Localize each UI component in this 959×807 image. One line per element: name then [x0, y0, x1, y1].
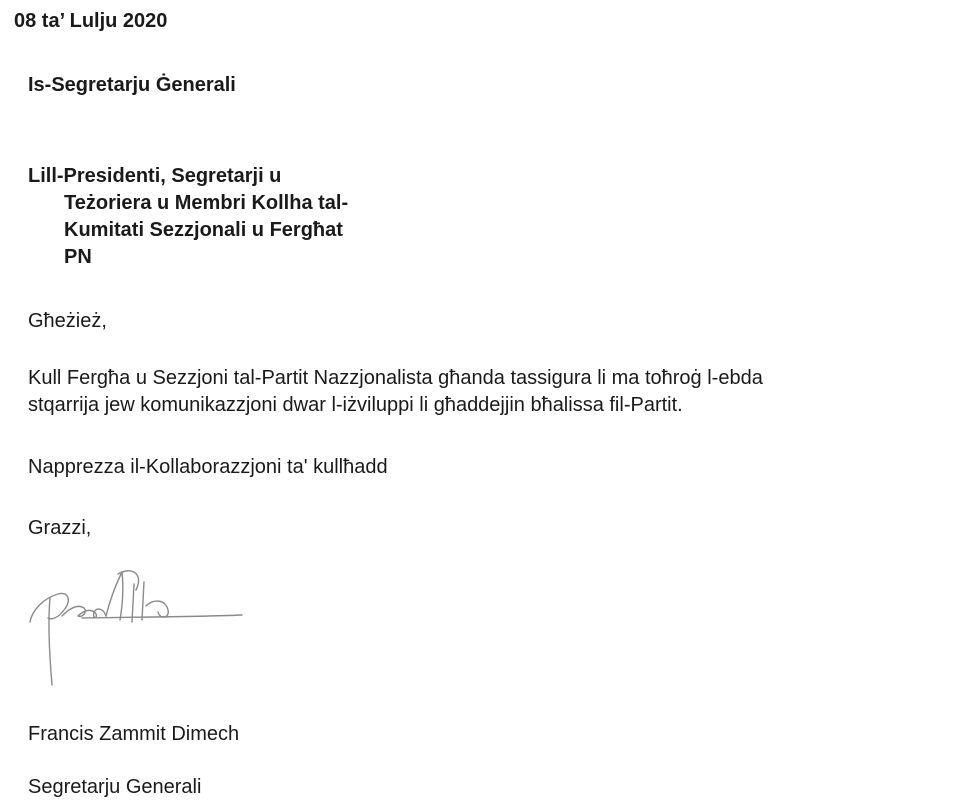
closing-line: Grazzi,: [28, 517, 92, 539]
greeting: Għeżież,: [28, 310, 107, 332]
body-line-1: Kull Fergħa u Sezzjoni tal-Partit Nazzjonalista għanda tassigura li ma toħroġ l-ebda: [28, 367, 763, 389]
recipient-line-1: Lill-Presidenti, Segretarji u: [28, 165, 282, 187]
sender-line: Is-Segretarju Ġenerali: [28, 74, 236, 96]
signer-title: Segretarju Generali: [28, 776, 202, 798]
signer-name: Francis Zammit Dimech: [28, 723, 240, 745]
appreciation-line: Napprezza il-Kollaborazzjoni ta' kullħadd: [28, 456, 388, 478]
letter-date: 08 ta’ Lulju 2020: [14, 10, 168, 32]
recipient-line-2: Teżoriera u Membri Kollha tal-: [64, 192, 349, 214]
handwritten-signature: [22, 560, 252, 690]
recipient-line-4: PN: [64, 246, 92, 268]
body-line-2: stqarrija jew komunikazzjoni dwar l-iżviluppi li għaddejjin bħalissa fil-Partit.: [28, 394, 683, 416]
recipient-line-3: Kumitati Sezzjonali u Fergħat: [64, 219, 343, 241]
